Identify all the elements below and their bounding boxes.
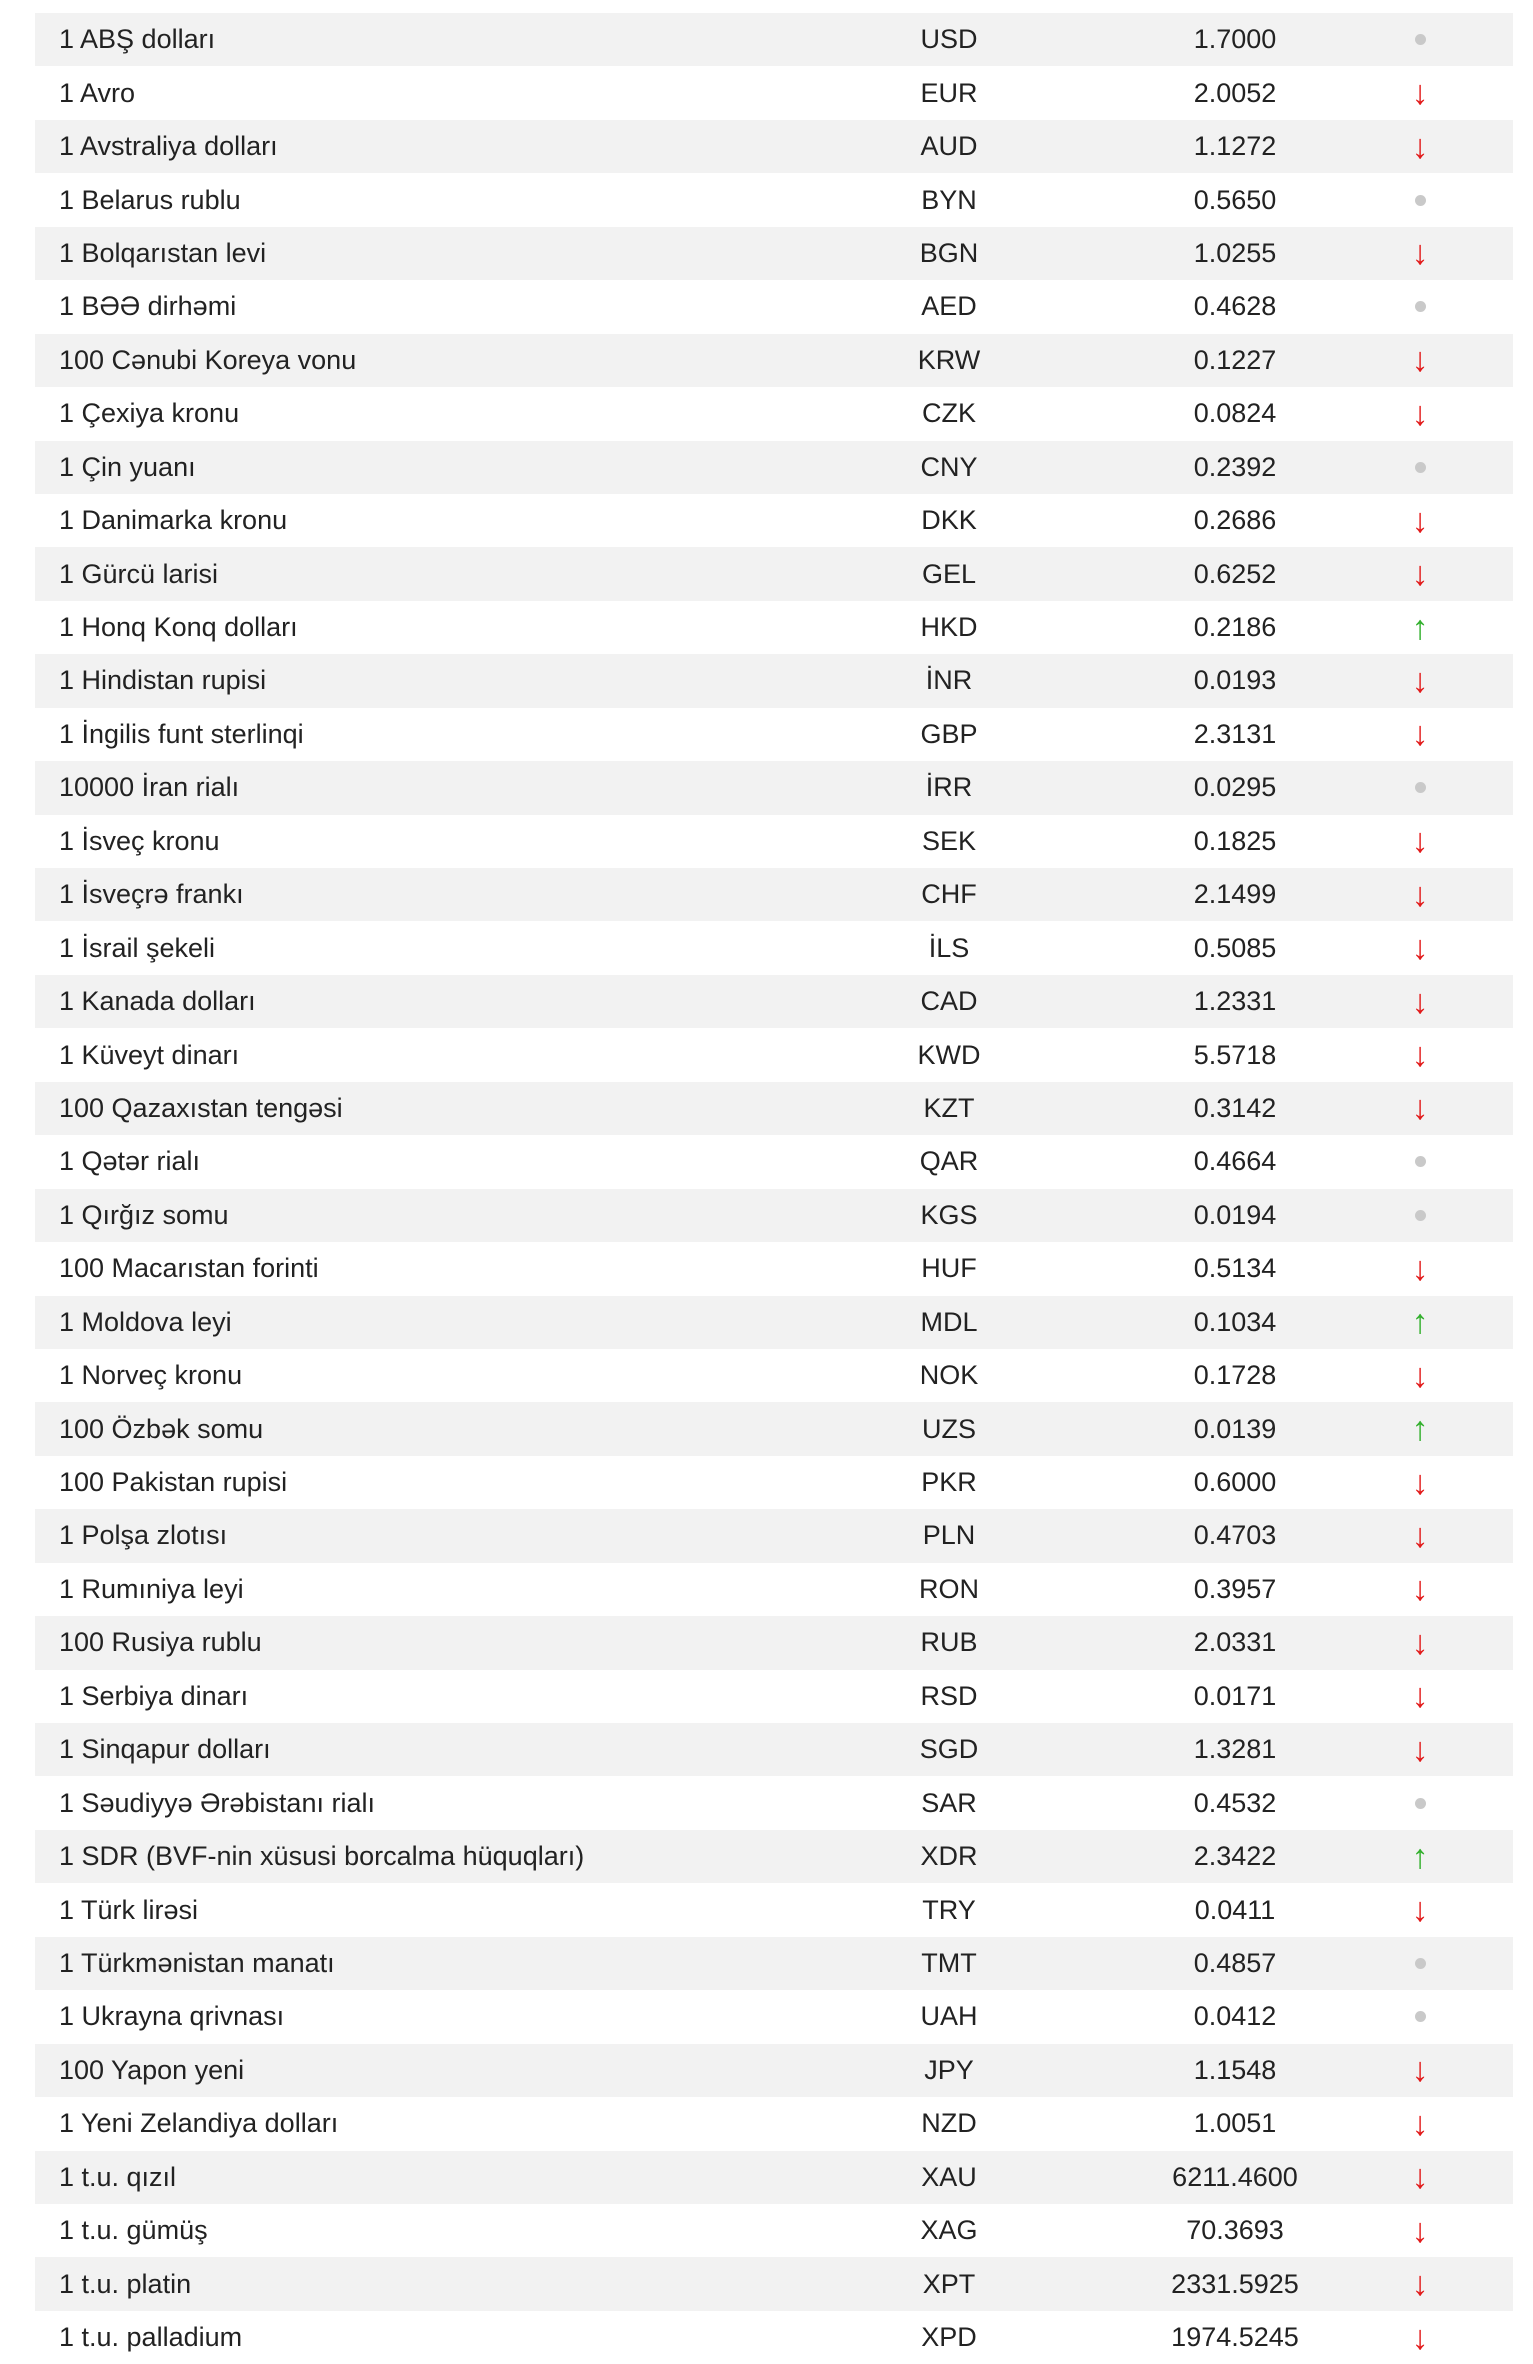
trend-indicator [1390,2204,1450,2257]
trend-indicator [1390,173,1450,226]
currency-name: 1 Moldova leyi [59,1306,232,1337]
exchange-rate-value: 0.4664 [1193,1146,1277,1177]
exchange-rate-value: 0.1825 [1193,825,1277,856]
currency-name: 1 Gürcü larisi [59,558,219,589]
currency-name: 1 Türk lirəsi [59,1894,199,1925]
currency-name: 100 Özbək somu [59,1413,264,1444]
currency-code: KGS [920,1199,978,1230]
arrow-down-icon: ↓ [1411,715,1429,754]
unchanged-dot-icon [1415,301,1426,312]
rate-row [35,868,1513,921]
currency-name: 1 Danimarka kronu [59,505,288,536]
currency-name: 1 Belarus rublu [59,184,241,215]
trend-indicator [1390,1349,1450,1402]
arrow-down-icon: ↓ [1411,2051,1429,2090]
unchanged-dot-icon [1415,462,1426,473]
currency-name: 1 Küveyt dinarı [59,1039,240,1070]
rate-row [35,708,1513,761]
currency-name: 1 Bolqarıstan levi [59,237,267,268]
trend-indicator [1390,1082,1450,1135]
currency-code: KRW [917,344,981,375]
rate-row [35,280,1513,333]
currency-code: PKR [921,1467,977,1498]
trend-indicator [1390,1883,1450,1936]
currency-name: 1 Avstraliya dolları [59,131,278,162]
trend-indicator [1390,1242,1450,1295]
currency-code: MDL [920,1306,978,1337]
trend-indicator [1390,921,1450,974]
trend-indicator [1390,387,1450,440]
currency-code: GBP [920,718,978,749]
currency-code: BYN [921,184,977,215]
rate-row [35,654,1513,707]
unchanged-dot-icon [1415,34,1426,45]
currency-name: 1 ABŞ dolları [59,24,216,55]
trend-indicator [1390,334,1450,387]
currency-code: CHF [921,879,977,910]
currency-name: 100 Cənubi Koreya vonu [59,344,357,375]
arrow-down-icon: ↓ [1411,555,1429,594]
trend-indicator [1390,1028,1450,1081]
trend-indicator [1390,2044,1450,2097]
trend-indicator [1390,975,1450,1028]
trend-indicator [1390,2097,1450,2150]
exchange-rate-value: 1.0255 [1193,237,1277,268]
currency-code: KZT [923,1092,975,1123]
currency-name: 1 Avro [59,77,136,108]
arrow-down-icon: ↓ [1411,661,1429,700]
arrow-down-icon: ↓ [1411,982,1429,1021]
unchanged-dot-icon [1415,2011,1426,2022]
arrow-up-icon: ↑ [1411,1837,1429,1876]
currency-name: 1 Səudiyyə Ərəbistanı rialı [59,1787,375,1818]
currency-code: HKD [920,612,978,643]
exchange-rate-value: 2331.5925 [1171,2268,1299,2299]
exchange-rate-value: 2.0331 [1193,1627,1277,1658]
rate-row [35,387,1513,440]
trend-indicator [1390,1616,1450,1669]
currency-name: 1 Qırğız somu [59,1199,229,1230]
currency-code: RSD [920,1680,978,1711]
trend-indicator [1390,494,1450,547]
exchange-rate-value: 0.0411 [1194,1894,1276,1925]
rate-row [35,334,1513,387]
currency-name: 1 Yeni Zelandiya dolları [59,2108,339,2139]
currency-code: CNY [920,451,978,482]
exchange-rate-value: 5.5718 [1193,1039,1277,1070]
arrow-down-icon: ↓ [1411,1891,1429,1930]
rate-row [35,1776,1513,1829]
trend-indicator [1390,1670,1450,1723]
trend-indicator [1390,1776,1450,1829]
rate-row [35,2151,1513,2204]
arrow-down-icon: ↓ [1411,1089,1429,1128]
exchange-rate-value: 0.1227 [1193,344,1277,375]
exchange-rate-value: 0.2186 [1193,612,1277,643]
unchanged-dot-icon [1415,1210,1426,1221]
rate-row [35,1509,1513,1562]
exchange-rate-value: 0.3142 [1193,1092,1277,1123]
exchange-rate-value: 0.0824 [1193,398,1277,429]
trend-indicator [1390,2151,1450,2204]
rate-row [35,1670,1513,1723]
exchange-rate-value: 0.1728 [1193,1360,1277,1391]
currency-code: TMT [921,1947,977,1978]
currency-code: SEK [921,825,977,856]
trend-indicator [1390,1723,1450,1776]
currency-code: BGN [919,237,979,268]
trend-indicator [1390,13,1450,66]
currency-code: İRR [925,772,973,803]
rate-row [35,1189,1513,1242]
currency-code: CZK [922,398,976,429]
exchange-rate-value: 0.2686 [1193,505,1277,536]
currency-code: SGD [919,1734,979,1765]
exchange-rate-value: 0.5134 [1193,1253,1277,1284]
exchange-rate-value: 2.1499 [1193,879,1277,910]
exchange-rate-value: 2.3422 [1193,1841,1277,1872]
currency-name: 100 Pakistan rupisi [59,1467,288,1498]
exchange-rate-value: 2.0052 [1193,77,1277,108]
currency-code: İNR [925,665,973,696]
rate-row [35,1349,1513,1402]
trend-indicator [1390,547,1450,600]
currency-name: 1 Çin yuanı [59,451,196,482]
trend-indicator [1390,227,1450,280]
unchanged-dot-icon [1415,782,1426,793]
currency-code: CAD [920,986,978,1017]
arrow-down-icon: ↓ [1411,341,1429,380]
currency-code: QAR [919,1146,979,1177]
exchange-rate-value: 0.4857 [1193,1947,1277,1978]
exchange-rate-value: 0.0193 [1193,665,1277,696]
exchange-rate-value: 1.2331 [1193,986,1277,1017]
rate-row [35,2204,1513,2257]
arrow-up-icon: ↑ [1411,1303,1429,1342]
currency-name: 100 Rusiya rublu [59,1627,262,1658]
rate-row [35,2044,1513,2097]
currency-code: RUB [920,1627,978,1658]
trend-indicator [1390,1135,1450,1188]
rate-row [35,975,1513,1028]
trend-indicator [1390,2257,1450,2310]
currency-code: HUF [921,1253,977,1284]
rate-row [35,1456,1513,1509]
arrow-down-icon: ↓ [1411,1516,1429,1555]
exchange-rate-value: 0.5085 [1193,932,1277,963]
currency-name: 1 İsveç kronu [59,825,220,856]
currency-code: NZD [921,2108,977,2139]
currency-name: 100 Macarıstan forinti [59,1253,319,1284]
trend-indicator [1390,601,1450,654]
trend-indicator [1390,1830,1450,1883]
currency-name: 1 t.u. qızıl [59,2161,177,2192]
currency-code: XAU [921,2161,977,2192]
currency-name: 100 Yapon yeni [59,2054,245,2085]
trend-indicator [1390,120,1450,173]
rate-row [35,1563,1513,1616]
rate-row [35,547,1513,600]
arrow-down-icon: ↓ [1411,501,1429,540]
rate-row [35,66,1513,119]
currency-code: TRY [922,1894,976,1925]
exchange-rate-value: 0.6000 [1193,1467,1277,1498]
currency-name: 1 Kanada dolları [59,986,256,1017]
currency-code: XAG [920,2215,978,2246]
currency-name: 1 Honq Konq dolları [59,612,298,643]
rate-row [35,921,1513,974]
exchange-rate-value: 0.4628 [1193,291,1277,322]
rate-row [35,2097,1513,2150]
currency-code: DKK [921,505,977,536]
trend-indicator [1390,1189,1450,1242]
currency-name: 1 Sinqapur dolları [59,1734,271,1765]
rate-row [35,494,1513,547]
rate-row [35,227,1513,280]
trend-indicator [1390,2311,1450,2364]
currency-code: XPT [922,2268,976,2299]
unchanged-dot-icon [1415,1798,1426,1809]
currency-name: 1 BƏƏ dirhəmi [59,291,237,322]
currency-name: 1 Ukrayna qrivnası [59,2001,285,2032]
unchanged-dot-icon [1415,1156,1426,1167]
exchange-rate-value: 0.3957 [1193,1573,1277,1604]
exchange-rate-value: 1.0051 [1193,2108,1277,2139]
arrow-down-icon: ↓ [1411,1677,1429,1716]
unchanged-dot-icon [1415,195,1426,206]
rate-row [35,1990,1513,2043]
currency-code: RON [919,1573,979,1604]
arrow-down-icon: ↓ [1411,394,1429,433]
currency-name: 1 İngilis funt sterlinqi [59,718,304,749]
arrow-down-icon: ↓ [1411,2265,1429,2304]
rate-row [35,1723,1513,1776]
arrow-down-icon: ↓ [1411,127,1429,166]
exchange-rate-value: 0.2392 [1193,451,1277,482]
arrow-down-icon: ↓ [1411,1570,1429,1609]
rate-row [35,1028,1513,1081]
currency-name: 1 t.u. gümüş [59,2215,208,2246]
currency-code: XPD [921,2322,977,2353]
trend-indicator [1390,708,1450,761]
currency-name: 1 Türkmənistan manatı [59,1947,335,1978]
currency-code: İLS [928,932,970,963]
currency-name: 1 Qətər rialı [59,1146,201,1177]
rate-row [35,1402,1513,1455]
currency-name: 1 İsveçrə frankı [59,879,244,910]
currency-name: 1 Serbiya dinarı [59,1680,249,1711]
exchange-rate-value: 1.1548 [1193,2054,1277,2085]
currency-code: UAH [920,2001,978,2032]
currency-name: 1 t.u. palladium [59,2322,243,2353]
trend-indicator [1390,66,1450,119]
rate-row [35,815,1513,868]
arrow-down-icon: ↓ [1411,875,1429,914]
arrow-down-icon: ↓ [1411,2318,1429,2357]
exchange-rate-value: 0.0194 [1193,1199,1277,1230]
currency-name: 1 Hindistan rupisi [59,665,267,696]
arrow-down-icon: ↓ [1411,1463,1429,1502]
exchange-rate-value: 6211.4600 [1172,2161,1298,2192]
exchange-rate-value: 1.1272 [1193,131,1277,162]
rate-row [35,601,1513,654]
rate-row [35,1242,1513,1295]
rate-row [35,1937,1513,1990]
currency-code: EUR [920,77,978,108]
currency-name: 100 Qazaxıstan tengəsi [59,1092,343,1123]
trend-indicator [1390,1456,1450,1509]
unchanged-dot-icon [1415,1958,1426,1969]
rate-row [35,120,1513,173]
rate-row [35,173,1513,226]
exchange-rate-value: 0.1034 [1193,1306,1277,1337]
currency-code: USD [920,24,978,55]
rate-row [35,761,1513,814]
trend-indicator [1390,280,1450,333]
rate-row [35,1883,1513,1936]
rate-row [35,1296,1513,1349]
currency-code: NOK [919,1360,979,1391]
currency-name: 1 İsrail şekeli [59,932,216,963]
currency-name: 10000 İran rialı [59,772,240,803]
exchange-rate-value: 1974.5245 [1171,2322,1299,2353]
currency-name: 1 SDR (BVF-nin xüsusi borcalma hüquqları) [59,1841,585,1872]
exchange-rate-value: 1.7000 [1193,24,1277,55]
exchange-rate-value: 70.3693 [1186,2215,1284,2246]
exchange-rate-value: 0.4532 [1193,1787,1277,1818]
exchange-rate-value: 0.5650 [1193,184,1277,215]
rate-row [35,1135,1513,1188]
currency-code: AUD [920,131,978,162]
trend-indicator [1390,868,1450,921]
exchange-rate-value: 2.3131 [1193,718,1277,749]
arrow-down-icon: ↓ [1411,1623,1429,1662]
arrow-down-icon: ↓ [1411,1730,1429,1769]
arrow-down-icon: ↓ [1411,1036,1429,1075]
currency-code: XDR [920,1841,978,1872]
currency-rates-table [35,13,1513,2364]
arrow-up-icon: ↑ [1411,1410,1429,1449]
exchange-rate-value: 0.0412 [1193,2001,1277,2032]
rate-row [35,1082,1513,1135]
currency-code: SAR [921,1787,977,1818]
trend-indicator [1390,1990,1450,2043]
currency-name: 1 Çexiya kronu [59,398,240,429]
trend-indicator [1390,441,1450,494]
arrow-down-icon: ↓ [1411,234,1429,273]
rate-row [35,2257,1513,2310]
rate-row [35,2311,1513,2364]
arrow-down-icon: ↓ [1411,822,1429,861]
currency-code: UZS [922,1413,976,1444]
arrow-down-icon: ↓ [1411,2211,1429,2250]
trend-indicator [1390,1937,1450,1990]
exchange-rate-value: 1.3281 [1193,1734,1277,1765]
exchange-rate-value: 0.4703 [1193,1520,1277,1551]
currency-name: 1 Norveç kronu [59,1360,243,1391]
currency-name: 1 Rumıniya leyi [59,1573,244,1604]
exchange-rate-value: 0.0139 [1193,1413,1277,1444]
currency-code: KWD [917,1039,981,1070]
currency-code: GEL [921,558,977,589]
trend-indicator [1390,654,1450,707]
arrow-down-icon: ↓ [1411,74,1429,113]
arrow-down-icon: ↓ [1411,1356,1429,1395]
arrow-down-icon: ↓ [1411,929,1429,968]
arrow-down-icon: ↓ [1411,2104,1429,2143]
rate-row [35,1830,1513,1883]
exchange-rate-value: 0.0171 [1193,1680,1277,1711]
rate-row [35,1616,1513,1669]
trend-indicator [1390,761,1450,814]
trend-indicator [1390,1402,1450,1455]
trend-indicator [1390,1296,1450,1349]
arrow-down-icon: ↓ [1411,1249,1429,1288]
currency-name: 1 t.u. platin [59,2268,192,2299]
arrow-up-icon: ↑ [1411,608,1429,647]
currency-name: 1 Polşa zlotısı [59,1520,228,1551]
currency-code: AED [921,291,977,322]
arrow-down-icon: ↓ [1411,2158,1429,2197]
currency-code: JPY [924,2054,974,2085]
currency-code: PLN [922,1520,976,1551]
trend-indicator [1390,1509,1450,1562]
trend-indicator [1390,1563,1450,1616]
exchange-rate-value: 0.0295 [1193,772,1277,803]
trend-indicator [1390,815,1450,868]
exchange-rate-value: 0.6252 [1193,558,1277,589]
rate-row [35,441,1513,494]
rate-row [35,13,1513,66]
